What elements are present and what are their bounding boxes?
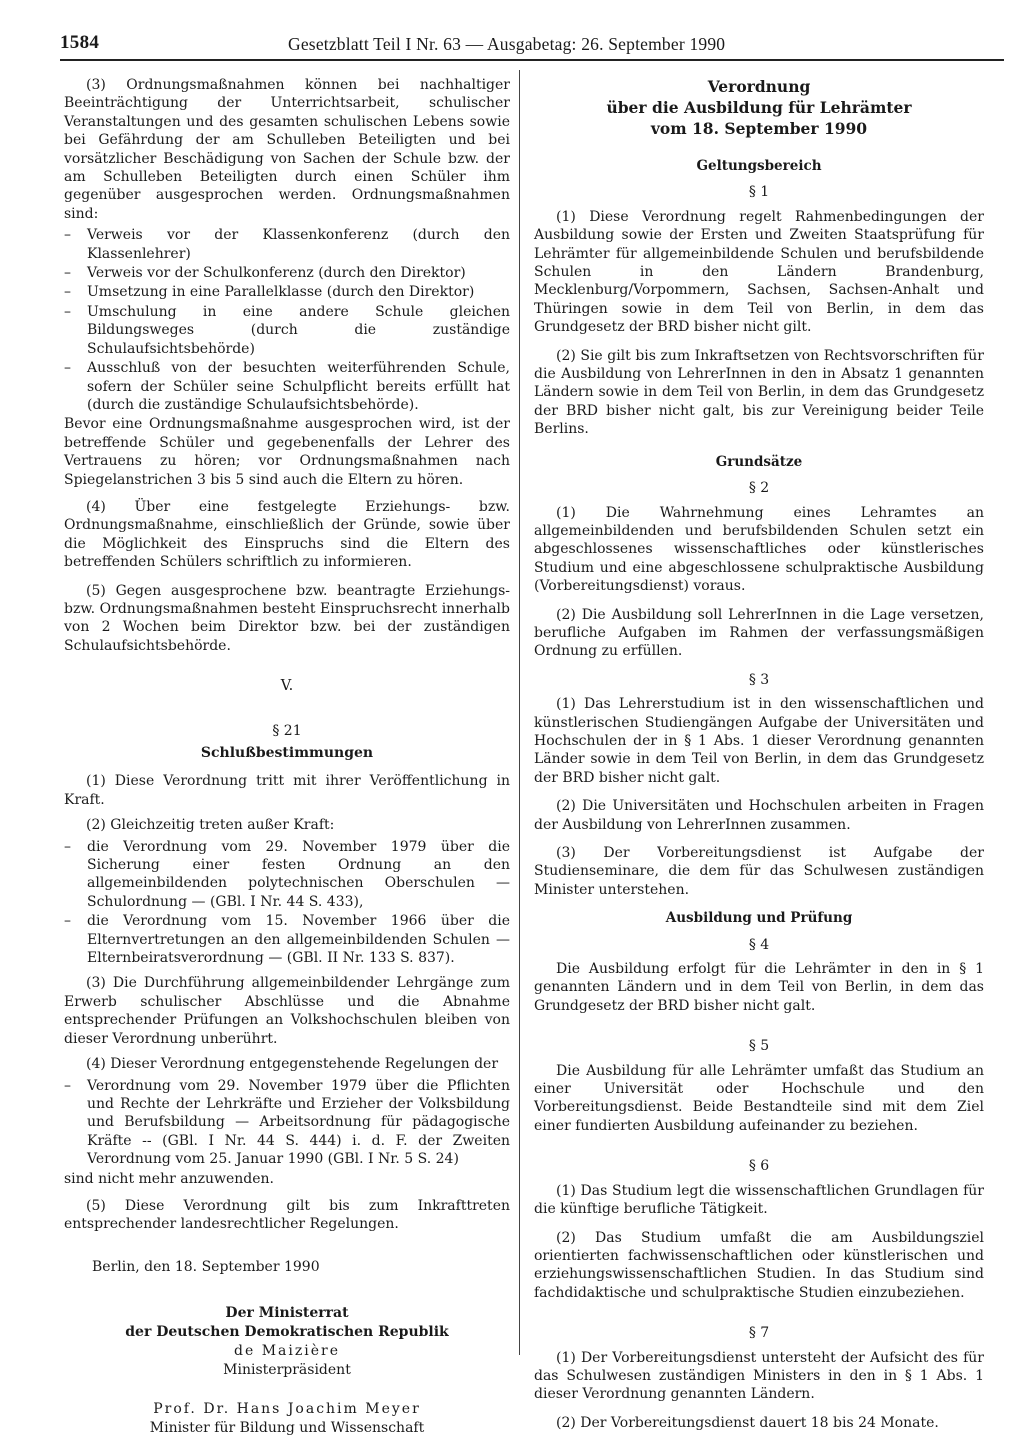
- pm-name: de Maizière: [234, 1343, 340, 1360]
- s2-paragraph-2: (2) Die Ausbildung soll LehrerInnen in die Lage versetzen, berufliche Aufgaben im Rahmen der verfassungsmäßigen Ordnung zu erfüllen.: [534, 606, 984, 660]
- left-column: [64, 76, 510, 1438]
- heading-grundsaetze: Grundsätze: [715, 453, 803, 470]
- measure-item: – Umschulung in eine andere Schule gleichen Bildungsweges (durch die zuständige Schulaufsichtsbehörde): [64, 303, 510, 357]
- paragraph-4: (4) Über eine festgelegte Erziehungs- bzw. Ordnungsmaßnahme, einschließlich der Gründe, sowie über die Möglichkeit des Einspruchs sind die Eltern des betreffenden Schülers schriftlich zu informieren.: [64, 498, 510, 571]
- measure-item: – Verweis vor der Schulkonferenz (durch den Direktor): [64, 265, 466, 282]
- section-2-heading: § 2: [748, 480, 770, 497]
- s21-paragraph-1: (1) Diese Verordnung tritt mit ihrer Veröffentlichung in Kraft.: [64, 773, 510, 808]
- section-5-heading: § 5: [748, 1038, 770, 1055]
- signatory-body: Der Ministerrat: [225, 1305, 349, 1322]
- header-rule: [60, 59, 1004, 61]
- section-21-title: Schlußbestimmungen: [200, 745, 374, 761]
- measure-item: – Umsetzung in eine Parallelklasse (durch den Direktor): [64, 284, 475, 301]
- repealed-item: – die Verordnung vom 15. November 1966 über die Elternvertretungen an den allgemeinbildenden Schulen — Elternbeiratsverordnung — (GBl. II Nr. 133 S. 837).: [64, 913, 510, 967]
- minister-name: Prof. Dr. Hans Joachim Meyer: [153, 1401, 421, 1418]
- section-3-heading: § 3: [748, 671, 770, 688]
- page-number: 1584: [60, 32, 100, 53]
- s7-paragraph-1: (1) Der Vorbereitungsdienst untersteht der Aufsicht des für das Schulwesen zuständigen Ministers in den in § 1 Abs. 1 dieser Verordnung genannten Ländern.: [534, 1349, 984, 1403]
- part-number: V.: [280, 678, 294, 695]
- page-header: [60, 32, 1004, 58]
- paragraph-3: (3) Ordnungsmaßnahmen können bei nachhaltiger Beeinträchtigung der Unterrichtsarbeit, schulischer Veranstaltungen und des gesamten schulischen Lebens sowie bei Gefährdung der am Schulleben Beteiligten und bei vorsätzlicher Beschädigung von Sachen der Schule bzw. der am Schulleben Beteiligten durch einen Schüler ihm gegenüber ausgesprochen werden. Ordnungsmaßnahmen sind:: [64, 77, 510, 222]
- heading-geltungsbereich: Geltungsbereich: [696, 158, 822, 174]
- s6-paragraph-2: (2) Das Studium umfaßt die am Ausbildungsziel orientierten fachwissenschaftlichen oder künstlerischen und erziehungswissenschaftlichen Studien. In das Studium sind fachdidaktische und schulpraktische Studien einzubeziehen.: [534, 1229, 984, 1301]
- section-1-heading: § 1: [748, 184, 770, 201]
- s21-paragraph-2: (2) Gleichzeitig treten außer Kraft:: [86, 817, 335, 834]
- s21-paragraph-5: (5) Diese Verordnung gilt bis zum Inkrafttreten entsprechender landesrechtlicher Regelungen.: [64, 1197, 510, 1233]
- s1-paragraph-1: (1) Diese Verordnung regelt Rahmenbedingungen der Ausbildung sowie der Ersten und Zweiten Staatsprüfung für Lehrämter für allgemeinbildende Schulen und berufsbildende Schulen in den Ländern Brandenburg, Mecklenburg/Vorpommern, Sachsen, Sachsen-Anhalt und Thüringen sowie in dem Teil von Berlin, in dem das Grundgesetz der BRD bisher nicht gilt.: [534, 208, 984, 336]
- minister-title: Minister für Bildung und Wissenschaft: [149, 1420, 425, 1437]
- paragraph-3-tail: Bevor eine Ordnungsmaßnahme ausgesprochen wird, ist der betreffende Schüler und gegebenenfalls der Lehrer des Vertrauens zu hören; vor Ordnungsmaßnahmen nach Spiegelanstrichen 3 bis 5 sind auch die Eltern zu hören.: [64, 416, 510, 488]
- column-divider: [519, 70, 520, 1355]
- section-6-heading: § 6: [748, 1158, 770, 1175]
- ordinance-date: vom 18. September 1990: [650, 119, 868, 138]
- pm-title: Ministerpräsident: [223, 1362, 351, 1379]
- section-21-heading: § 21: [272, 722, 302, 739]
- s3-paragraph-2: (2) Die Universitäten und Hochschulen arbeiten in Fragen der Ausbildung von LehrerInnen zusammen.: [534, 798, 984, 833]
- section-4-heading: § 4: [748, 936, 770, 953]
- s5-paragraph: Die Ausbildung für alle Lehrämter umfaßt das Studium an einer Universität oder Hochschule und den Vorbereitungsdienst. Beide Bestandteile sind mit dem Ziel einer fundierten Ausbildung aufeinander zu beziehen.: [534, 1062, 984, 1134]
- ordinance-title: Verordnung: [707, 77, 811, 96]
- measure-item: – Ausschluß von der besuchten weiterführenden Schule, sofern der Schüler seine Schulpflicht bereits erfüllt hat (durch die zuständige Schulaufsichtsbehörde).: [64, 360, 510, 413]
- s21-paragraph-3: (3) Die Durchführung allgemeinbildender Lehrgänge zum Erwerb schulischer Abschlüsse und die Abnahme entsprechender Prüfungen an Volkshochschulen bleiben von dieser Verordnung unberührt.: [64, 975, 510, 1047]
- paragraph-5: (5) Gegen ausgesprochene bzw. beantragte Erziehungs- bzw. Ordnungsmaßnahmen besteht Einspruchsrecht innerhalb von 2 Wochen beim Direktor bzw. bei der zuständigen Schulaufsichtsbehörde.: [64, 582, 510, 654]
- s6-paragraph-1: (1) Das Studium legt die wissenschaftlichen Grundlagen für die künftige berufliche Tätigkeit.: [534, 1182, 984, 1218]
- heading-ausbildung: Ausbildung und Prüfung: [665, 910, 853, 927]
- measure-item: – Verweis vor der Klassenkonferenz (durch den Klassenlehrer): [64, 227, 510, 262]
- ordinance-subtitle: über die Ausbildung für Lehrämter: [606, 98, 912, 117]
- signatory-body-2: der Deutschen Demokratischen Republik: [125, 1324, 449, 1341]
- running-title: Gesetzblatt Teil I Nr. 63 — Ausgabetag: 26. September 1990: [288, 34, 726, 54]
- section-7-heading: § 7: [748, 1325, 770, 1342]
- s2-paragraph-1: (1) Die Wahrnehmung eines Lehramtes an allgemeinbildenden und berufsbildenden Schulen setzt ein abgeschlossenes wissenschaftliches oder künstlerisches Studium und eine abgeschlossene schulpraktische Ausbildung (Vorbereitungsdienst) voraus.: [534, 504, 984, 595]
- s21-paragraph-4: (4) Dieser Verordnung entgegenstehende Regelungen der: [86, 1056, 499, 1073]
- s1-paragraph-2: (2) Sie gilt bis zum Inkraftsetzen von Rechtsvorschriften für die Ausbildung von LehrerInnen in den in Absatz 1 genannten Ländern sowie in dem Teil von Berlin, in dem das Grundgesetz der BRD bisher nicht galt, bis zur Vereinigung beider Teile Berlins.: [534, 347, 984, 438]
- s21-paragraph-4-tail: sind nicht mehr anzuwenden.: [64, 1170, 274, 1187]
- date-line: Berlin, den 18. September 1990: [92, 1258, 320, 1275]
- right-column: [534, 76, 984, 1439]
- s3-paragraph-3: (3) Der Vorbereitungsdienst ist Aufgabe der Studienseminare, die dem für das Schulwesen zuständigen Minister unterstehen.: [534, 845, 984, 898]
- repealed-item: – die Verordnung vom 29. November 1979 über die Sicherung einer festen Ordnung an den allgemeinbildenden polytechnischen Oberschulen — Schulordnung — (GBl. I Nr. 44 S. 433),: [64, 838, 510, 910]
- s4-paragraph: Die Ausbildung erfolgt für die Lehrämter in den in § 1 genannten Ländern und in dem Teil von Berlin, in dem das Grundgesetz der BRD bisher nicht galt.: [534, 961, 984, 1014]
- s7-paragraph-2: (2) Der Vorbereitungsdienst dauert 18 bis 24 Monate.: [556, 1414, 939, 1431]
- s3-paragraph-1: (1) Das Lehrerstudium ist in den wissenschaftlichen und künstlerischen Studiengängen Aufgabe der Universitäten und Hochschulen der in § 1 Abs. 1 dieser Verordnung genannten Länder sowie in dem Teil von Berlin, in dem das Grundgesetz der BRD bisher nicht galt.: [534, 696, 984, 786]
- s4-item: – Verordnung vom 29. November 1979 über die Pflichten und Rechte der Lehrkräfte und Erzieher der Volksbildung und Berufsbildung — Arbeitsordnung für pädagogische Kräfte -- (GBl. I Nr. 44 S. 444) i. d. F. der Zweiten Verordnung vom 25. Januar 1990 (GBl. I Nr. 5 S. 24): [64, 1077, 510, 1168]
